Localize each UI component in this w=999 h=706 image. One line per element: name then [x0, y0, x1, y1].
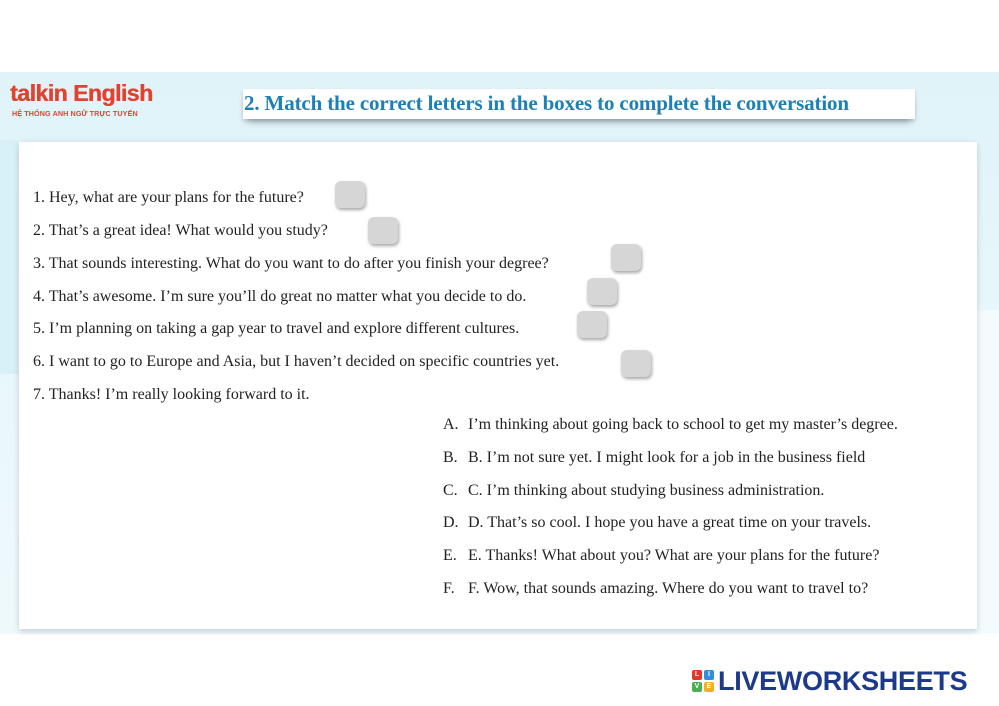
top-margin: [0, 0, 999, 72]
answer-box-2[interactable]: [368, 217, 398, 244]
question-2: 2. That’s a great idea! What would you study?: [33, 222, 328, 239]
option-f-letter: F.: [443, 580, 455, 597]
logo-name: talkin English: [10, 80, 153, 106]
logo-tile-e: E: [704, 682, 714, 692]
option-c-letter: C.: [443, 482, 458, 499]
liveworksheets-logo-icon: [692, 670, 716, 694]
logo-tile-v: V: [692, 682, 702, 692]
logo-tile-i: I: [704, 670, 714, 680]
question-4: 4. That’s awesome. I’m sure you’ll do great no matter what you decide to do.: [33, 288, 527, 305]
background-stripe: [0, 140, 18, 374]
option-f-text: F. Wow, that sounds amazing. Where do you want to travel to?: [468, 580, 869, 597]
liveworksheets-brand: [692, 667, 992, 697]
logo-tile-l: L: [692, 670, 702, 680]
answer-box-5[interactable]: [577, 311, 607, 338]
option-b-text: B. I’m not sure yet. I might look for a job in the business field: [468, 449, 866, 466]
question-1: 1. Hey, what are your plans for the future?: [33, 189, 304, 206]
background-highlight: [977, 310, 999, 634]
option-a-text: I’m thinking about going back to school to get my master’s degree.: [468, 416, 898, 433]
logo-tagline: HỆ THỐNG ANH NGỮ TRỰC TUYẾN: [12, 109, 138, 118]
answer-box-3[interactable]: [611, 244, 641, 271]
option-d-letter: D.: [443, 514, 459, 531]
option-e-text: E. Thanks! What about you? What are your plans for the future?: [468, 547, 880, 564]
option-a-letter: A.: [443, 416, 459, 433]
answer-box-6[interactable]: [621, 350, 651, 377]
answer-box-1[interactable]: [335, 181, 365, 208]
title-banner: [243, 89, 915, 119]
option-b-letter: B.: [443, 449, 458, 466]
question-3: 3. That sounds interesting. What do you want to do after you finish your degree?: [33, 255, 549, 272]
answer-box-4[interactable]: [587, 278, 617, 305]
question-7: 7. Thanks! I’m really looking forward to it.: [33, 386, 310, 403]
talkin-english-logo: [10, 80, 180, 124]
question-6: 6. I want to go to Europe and Asia, but I haven’t decided on specific countries yet.: [33, 353, 560, 370]
question-5: 5. I’m planning on taking a gap year to travel and explore different cultures.: [33, 320, 520, 337]
option-e-letter: E.: [443, 547, 457, 564]
brand-name: LIVEWORKSHEETS: [718, 666, 968, 696]
option-c-text: C. I’m thinking about studying business administration.: [468, 482, 825, 499]
option-d-text: D. That’s so cool. I hope you have a great time on your travels.: [468, 514, 872, 531]
page-title: 2. Match the correct letters in the boxes to complete the conversation: [244, 91, 849, 115]
